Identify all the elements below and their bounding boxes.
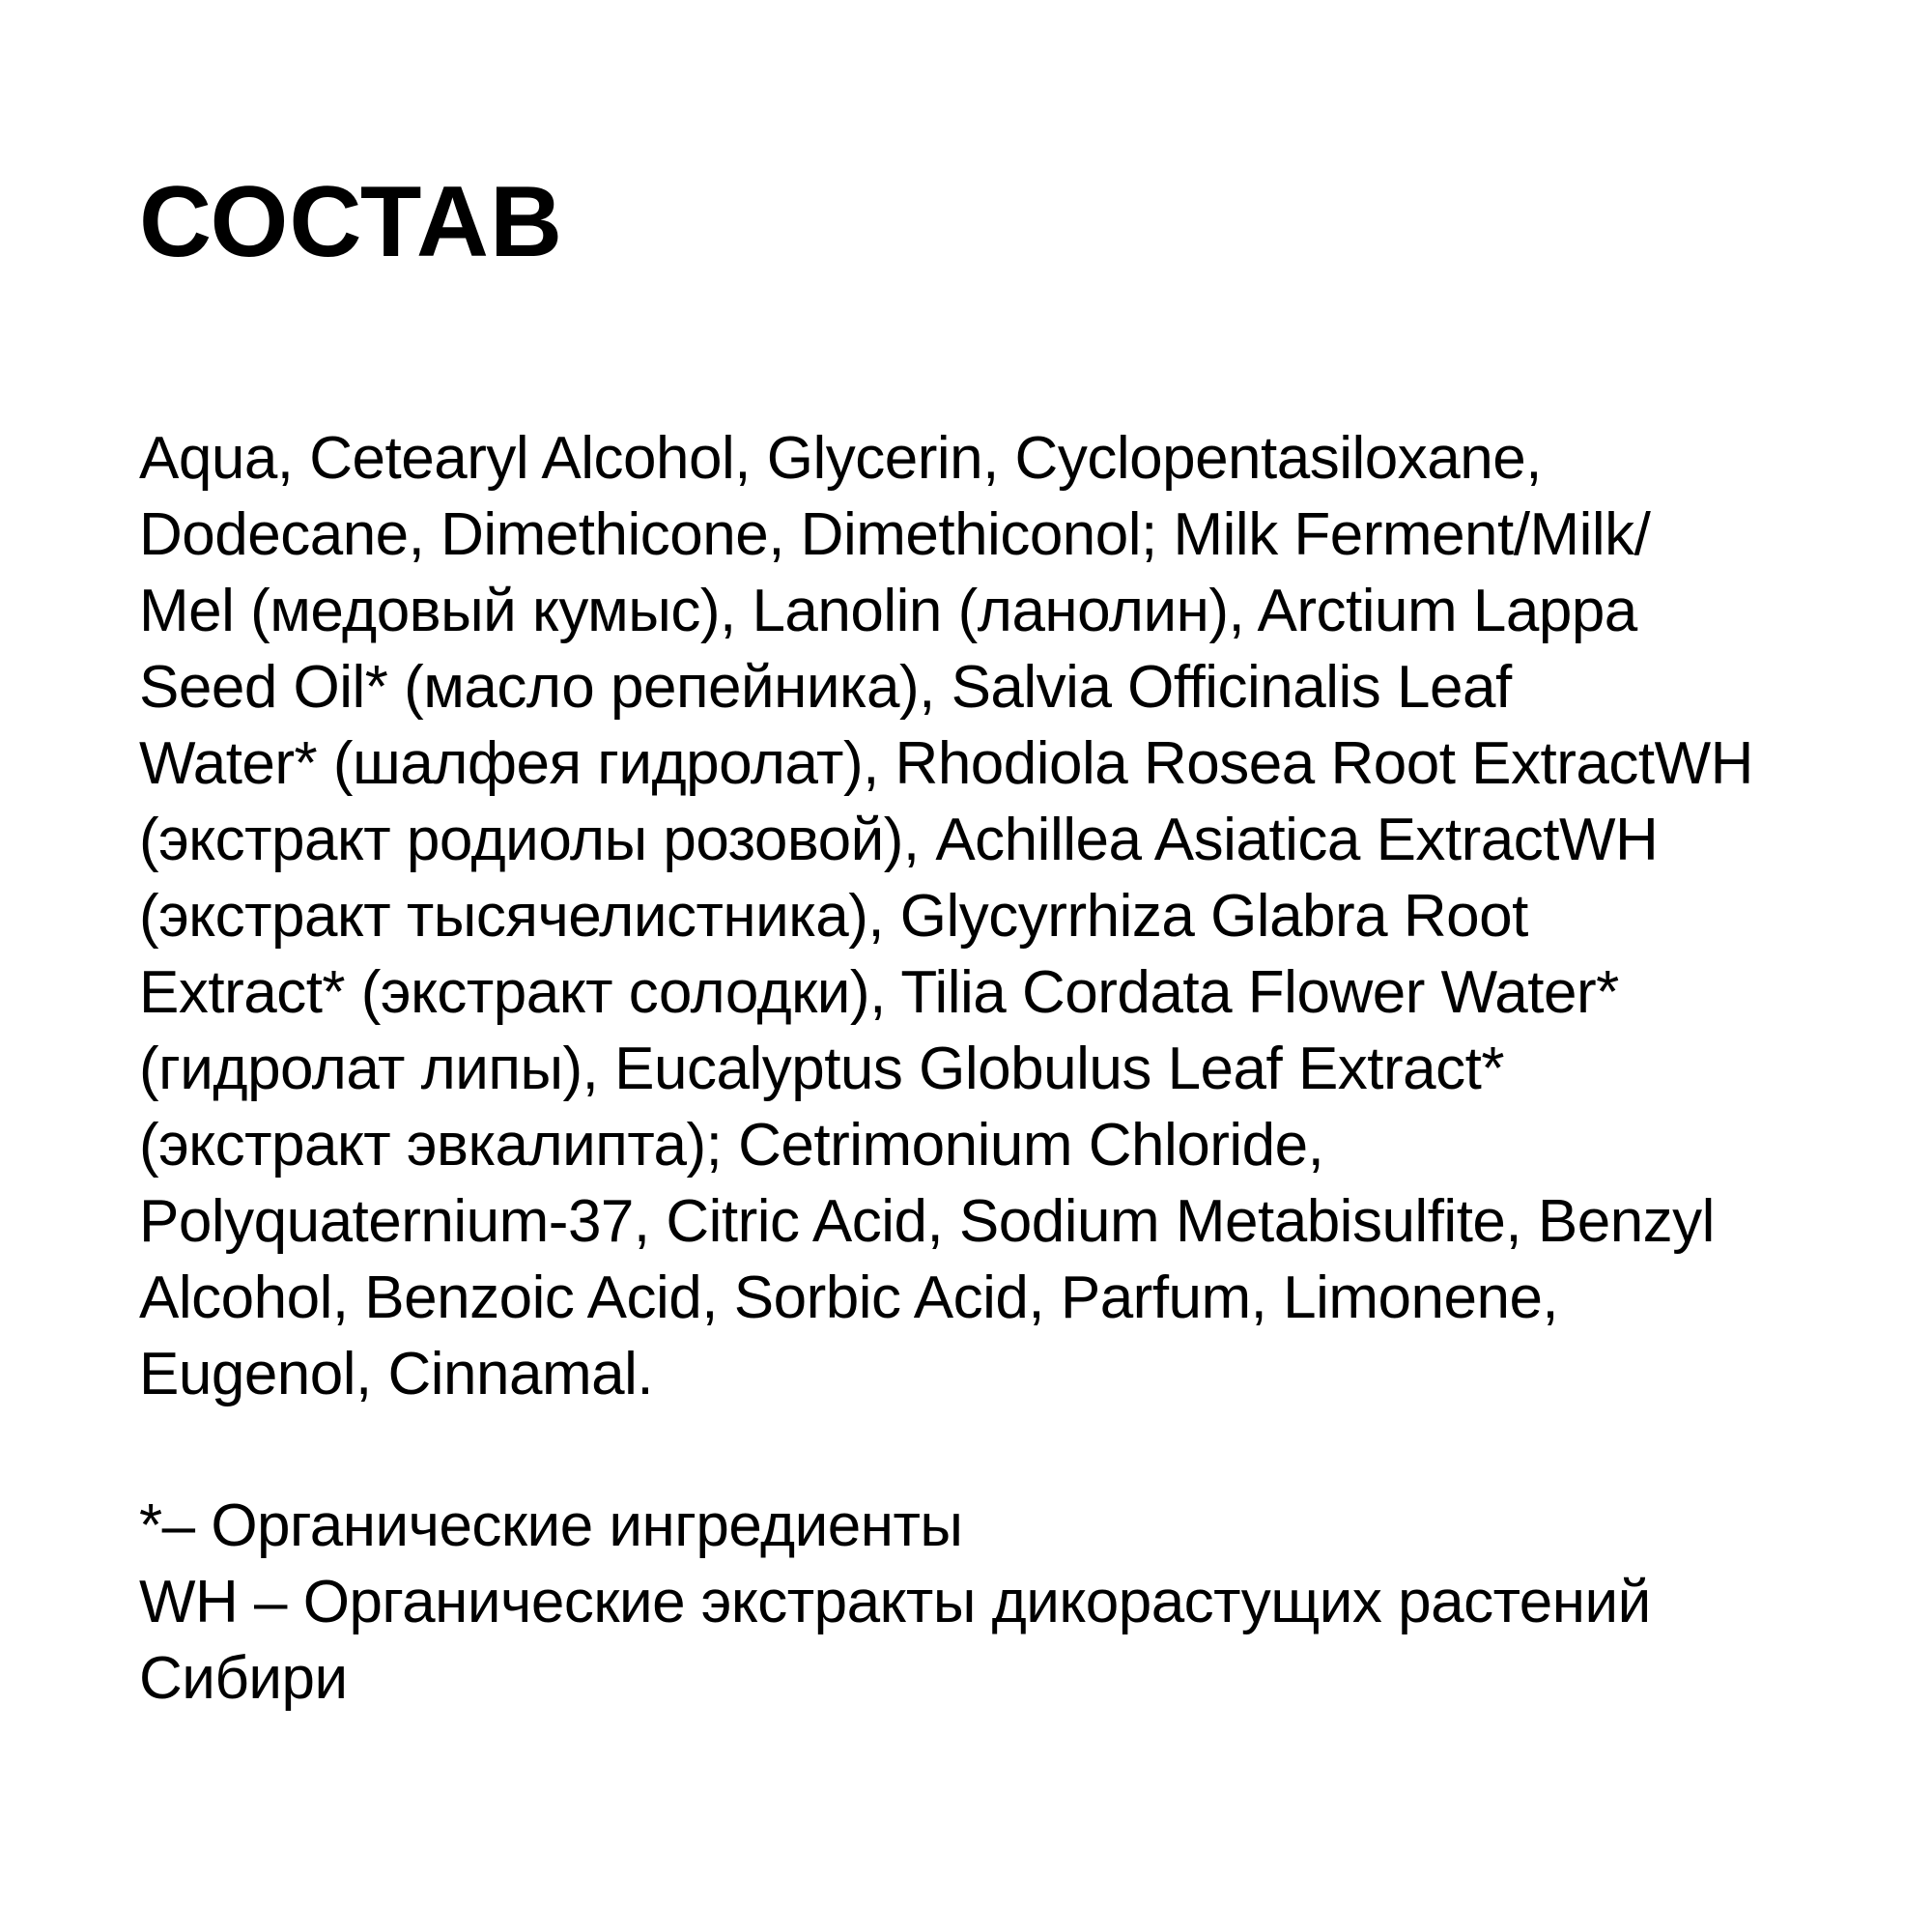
ingredients-line: Alcohol, Benzoic Acid, Sorbic Acid, Parfum, Limonene, — [139, 1264, 1559, 1331]
ingredients-line: Extract* (экстракт солодки), Tilia Cordata Flower Water* — [139, 959, 1619, 1026]
ingredients-line: Aqua, Cetearyl Alcohol, Glycerin, Cyclopentasiloxane, — [139, 425, 1542, 492]
footnote-wild-harvest: WH – Органические экстракты дикорастущих растений — [139, 1569, 1651, 1635]
footnote-wild-harvest-cont: Сибири — [139, 1645, 348, 1712]
ingredients-line: (гидролат липы), Eucalyptus Globulus Leaf Extract* — [139, 1036, 1505, 1102]
ingredients-line: Dodecane, Dimethicone, Dimethiconol; Milk Ferment/Milk/ — [139, 501, 1651, 568]
footnotes — [139, 1488, 1651, 1717]
composition-page — [139, 0, 1820, 1932]
ingredients-line: Eugenol, Cinnamal. — [139, 1341, 654, 1407]
ingredients-line: (экстракт родиолы розовой), Achillea Asiatica ExtractWH — [139, 807, 1659, 873]
ingredients-line: Seed Oil* (масло репейника), Salvia Officinalis Leaf — [139, 654, 1512, 721]
ingredients-line: (экстракт эвкалипта); Cetrimonium Chloride, — [139, 1112, 1324, 1179]
footnote-organic: *– Органические ингредиенты — [139, 1492, 963, 1559]
ingredients-line: Water* (шалфея гидролат), Rhodiola Rosea Root ExtractWH — [139, 730, 1753, 797]
page-title: СОСТАВ — [139, 166, 564, 278]
ingredients-list — [139, 420, 1753, 1412]
ingredients-line: (экстракт тысячелистника), Glycyrrhiza Glabra Root — [139, 883, 1528, 950]
ingredients-line: Mel (медовый кумыс), Lanolin (ланолин), Arctium Lappa — [139, 578, 1637, 644]
ingredients-line: Polyquaternium-37, Citric Acid, Sodium Metabisulfite, Benzyl — [139, 1188, 1715, 1255]
